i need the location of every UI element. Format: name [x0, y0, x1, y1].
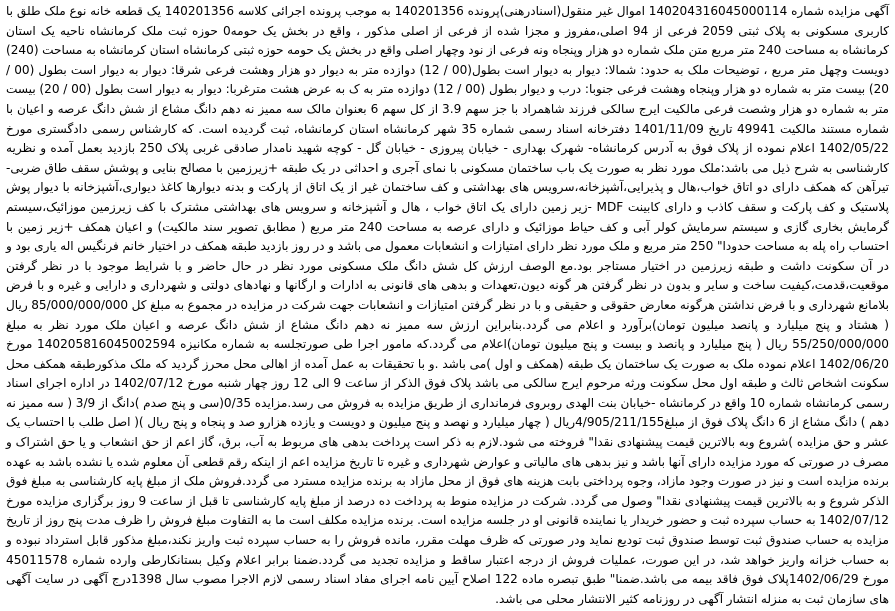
auction-notice-body: آگهی مزایده شماره 140204316045000114 اموال غیر منقول(اسنادرهنی)پرونده 140201356 به موجب پرونده اجرائی کلاسه 140201356 یک قطعه خانه نوع ملک طلق با کاربری مسکونی به پلاک ثبتی 2059 فرعی از 94 اصلی،مفروز و مجزا شده از فرعی از اصلی مذکور ، واقع در بخش یک حومه0 حوزه ثبت ملک کرمانشاه ناحیه یک استان کرمانشاه به مساحت 240 متر مربع متن ملک شماره دو هزار وپنجاه ونه فرعی از نود وچهار اصلی واقع در بخش یک حومه حوزه ثبتی کرمانشاه استان کرمانشاه به مساحت (240) دویست وچهل متر مربع ، توضیحات ملک به حدود: شمالا: دیوار به دیوار است بطول(00 / 12) دوازده متر به دیوار دو هزار وهشت فرعی شرقا: دیوار به دیوار است بطول (00 / 20) بیست متر به شماره دو هزار وپنجاه وهشت فرعی جنوبا: درب و دیوار بطول (00 / 12) دوازده متر به ک به عرض هشت مترغربا: دیوار به دیوار است بطول (00 / 20) بیست متر به شماره دو هزار وشصت فرعی مالکیت ایرج سالکی فرزند شاهمراد با جز سهم 3.9 از کل سهم 6 بعنوان مالک سه ممیز نه دهم دانگ مشاع از شش دانگ عرصه و اعیان با شماره مستند مالکیت 49941 تاریخ 1401/11/09 دفترخانه اسناد رسمی شماره 35 شهر کرمانشاه استان کرمانشاه، ثبت گردیده است. که کارشناس رسمی دادگستری مورخ 1402/05/22 اعلام نموده از پلاک فوق به آدرس کرمانشاه- شهرک بهداری - خیابان پیروزی - خیابان گل - کوچه شهید نامدار صادقی غربی پلاک 250 بازدید بعمل آمده و نظریه کارشناسی به شرح ذیل می باشد:ملک مورد نظر به صورت یک باب ساختمان مسکونی با نمای آجری و احداثی در یک طبقه +زیرزمین با مصالح بنایی و پوشش سقف طاق ضربی- تیرآهن که همکف دارای دو اتاق خواب،هال و پذیرایی،آشپزخانه،سرویس های بهداشتی و کف ساختمان غیر از یک اتاق از پارکت و بدنه دیوارها کاغذ دیواری،آشپزخانه با دیوار پوش پلاستیک و کف پارکت و سقف کاذب و دارای کابینت MDF -زیر زمین دارای یک اتاق خواب ، هال و آشپزخانه و سرویس های بهداشتی مشترک با کف زیرزمین موزائیک،سیستم گرمایش بخاری گازی و سیستم سرمایش کولر آبی و کف حیاط موزائیک و دارای عرصه به مساحت 240 متر مربع ( مطابق تصویر سند مالکیت) و اعیان همکف +زیر زمین با احتساب راه پله به مساحت حدودا" 250 متر مربع و ملک مورد نظر دارای امتیازات و انشعابات معمول می باشد و در روز بازدید طبقه همکف در اختیار خانم فرنگیس اله یاری بود و در آن سکونت داشت و طبقه زیرزمین در اختیار مستاجر بود.مع الوصف ارزش کل شش دانگ ملک مسکونی مورد نظر در حال حاضر و با شرایط موجود با در نظر گرفتن موقعیت،قدمت،کیفیت ساخت و سایر و بدون در نظر گرفتن هر گونه دیون،تعهدات و بدهی های قانونی به ادارات و ارگانها و نهادهای دولتی و شهرداری و دارایی و غیره و با فرض بلامانع شهرداری و با فرض نداشتن هرگونه معارض حقوقی و حقیقی و با در نظر گرفتن امتیازات و انشعابات جهت شرکت در مزایده در مجموع به مبلغ کل 85/000/000/000 ریال ( هشتاد و پنج میلیارد و پانصد میلیون تومان)برآورد و اعلام می گردد.بنابراین ارزش سه ممیز نه دهم دانگ مشاع از شش دانگ عرصه و اعیان ملک مورد نظر به مبلغ 55/250/000/000 ریال ( پنج میلیارد و پانصد و بیست و پنج میلیون تومان)اعلام می گردد.که مامور اجرا طی صورتجلسه به شماره مکانیزه 140205816045002594 مورخ 1402/06/20 اعلام نموده ملک به صورت یک ساختمان یک طبقه (همکف و اول )می باشد .و با تحقیقات به عمل آمده از اهالی محل محرز گردید که ملک مذکورطبقه همکف محل سکونت اشخاص ثالث و طبقه اول محل سکونت ورثه مرحوم ایرج سالکی می باشد پلاک فوق الذکر از ساعت 9 الی 12 روز چهار شنبه مورخ 1402/07/12 در اداره اجرای اسناد رسمی کرمانشاه شماره 10 واقع در کرمانشاه -خیابان بنت الهدی روبروی فرمانداری از طریق مزایده به فروش می رسد.مزایده 0/35(سی و پنج صدم )دانگ از 3/9 ( سه ممیز نه دهم ) دانگ مشاع از 6 دانگ پلاک فوق از مبلغ4/905/211/155ریال ( چهار میلیارد و نهصد و پنج میلیون و دویست و یازده هزارو صد و پنجاه و پنج ریال )( اصل طلب با احتساب یک عشر و حق مزایده )شروع وبه بالاترین قیمت پیشنهادی نقدا" فروخته می شود.لازم به ذکر است پرداخت بدهی های مربوط به آب، برق، گاز اعم از حق انشعاب و یا حق اشتراک و مصرف در صورتی که مورد مزایده دارای آنها باشد و نیز بدهی های مالیاتی و عوارض شهرداری و غیره تا تاریخ مزایده اعم از اینکه رقم قطعی آن معلوم شده یا نشده باشد به عهده برنده مزایده است و نیز در صورت وجود مازاد، وجوه پرداختی بابت هزینه های فوق از محل مازاد به برنده مزایده مسترد می گردد.فروش ملک از مبلغ پایه کارشناسی به مبلغ فوق الذکر شروع و به بالاترین قیمت پیشنهادی نقدا" وصول می گردد. شرکت در مزایده منوط به پرداخت ده درصد از مبلغ پایه کارشناسی تا قبل از ساعت 9 روز برگزاری مزایده مورخ 1402/07/12 به حساب سپرده ثبت و حضور خریدار یا نماینده قانونی او در جلسه مزایده است. برنده مزایده مکلف است ما به التفاوت مبلغ فروش را ظرف مدت پنج روز از تاریخ مزایده به حساب صندوق ثبت توسط صندوق ثبت تودیع نماید ودر صورتی که ظرف مهلت مقرر، مانده فروش را به حساب سپرده ثبت واریز نکند،مبلغ مذکور قابل استرداد نبوده و به حساب خزانه واریز خواهد شد، در این صورت، عملیات فروش از درجه اعتبار ساقط و مزایده تجدید می گردد.ضمنا برابر اعلام وکیل بستانکارطی وارده شماره 45011578 مورخ 1402/06/29پلاک فوق فاقد بیمه می باشد.ضمنا" طبق تبصره ماده 122 اصلاح آیین نامه اجرای مفاد اسناد رسمی لازم الاجرا مصوب سال 1398درج آگهی در سایت آگهی های سازمان ثبت به منزله انتشار آگهی در روزنامه کثیر الانتشار محلی می باشد.: [5, 4, 890, 606]
